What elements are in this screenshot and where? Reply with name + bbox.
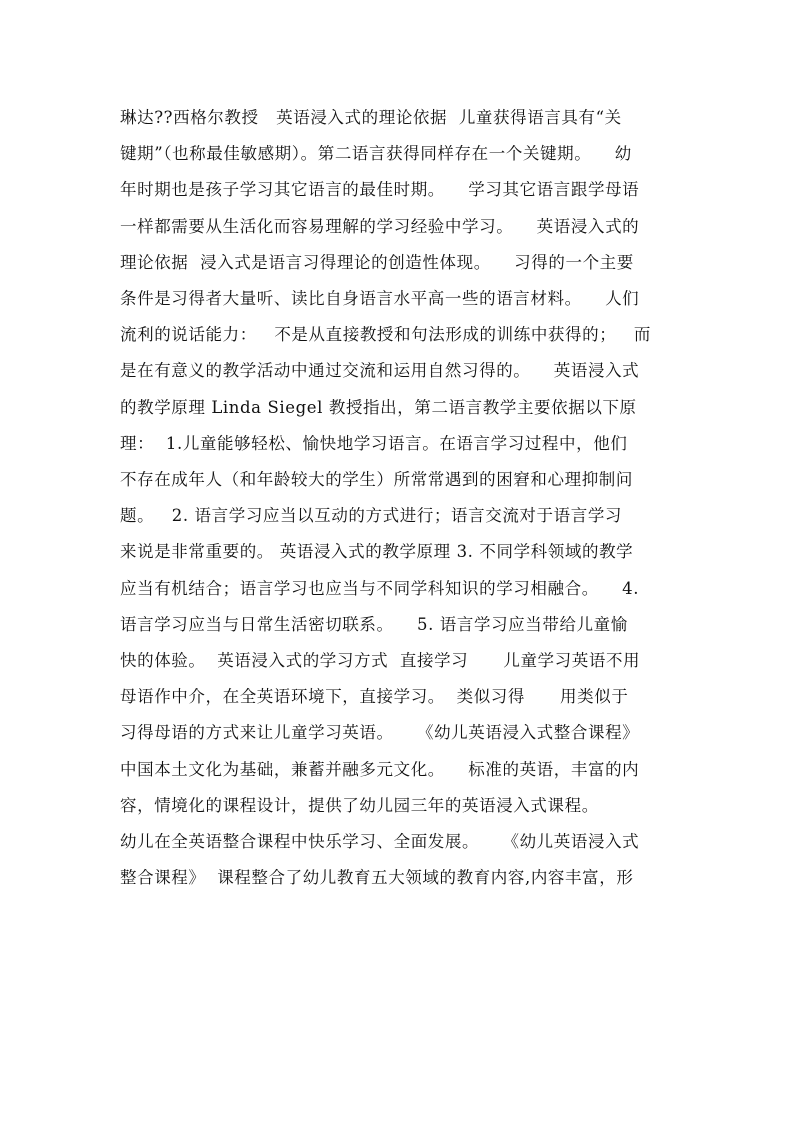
text-line: 整合课程》 课程整合了幼儿教育五大领域的教育内容,内容丰富，形: [120, 868, 634, 888]
text-line: 键期”（也称最佳敏感期）。第二语言获得同样存在一个关键期。 幼: [120, 144, 632, 164]
text-line: 流利的说话能力： 不是从直接教授和句法形成的训练中获得的； 而: [120, 325, 651, 345]
text-line: 母语作中介，在全英语环境下，直接学习。 类似习得 用类似于: [120, 687, 629, 707]
text-line: 琳达??西格尔教授 英语浸入式的理论依据 儿童获得语言具有“关: [120, 108, 622, 127]
text-line: 条件是习得者大量听、读比自身语言水平高一些的语言材料。 人们: [120, 289, 640, 309]
text-line: 快的体验。 英语浸入式的学习方式 直接学习 儿童学习英语不用: [120, 651, 641, 671]
text-line: 幼儿在全英语整合课程中快乐学习、全面发展。 《幼儿英语浸入式: [120, 832, 640, 852]
text-line: 题。 2. 语言学习应当以互动的方式进行；语言交流对于语言学习: [120, 506, 623, 526]
text-line: 是在有意义的教学活动中通过交流和运用自然习得的。 英语浸入式: [120, 361, 640, 381]
text-line: 一样都需要从生活化而容易理解的学习经验中学习。 英语浸入式的: [120, 216, 640, 236]
text-line: 理论依据 浸入式是语言习得理论的创造性体现。 习得的一个主要: [120, 252, 634, 272]
text-line: 不存在成年人（和年龄较大的学生）所常常遇到的困窘和心理抑制问: [120, 470, 633, 490]
text-line: 年时期也是孩子学习其它语言的最佳时期。 学习其它语言跟学母语: [120, 180, 640, 200]
text-line: 的教学原理 Linda Siegel 教授指出，第二语言教学主要依据以下原: [120, 397, 637, 417]
text-line: 习得母语的方式来让儿童学习英语。 《幼儿英语浸入式整合课程》: [120, 723, 640, 743]
text-line: 中国本土文化为基础，兼蓄并融多元文化。 标准的英语，丰富的内: [120, 759, 640, 779]
text-line: 来说是非常重要的。 英语浸入式的教学原理 3. 不同学科领域的教学: [120, 542, 634, 562]
body-text: [120, 100, 686, 896]
text-line: 容，情境化的课程设计，提供了幼儿园三年的英语浸入式课程。: [120, 795, 599, 815]
text-line: 应当有机结合；语言学习也应当与不同学科知识的学习相融合。 4.: [120, 578, 640, 598]
text-line: 理： 1.儿童能够轻松、愉快地学习语言。在语言学习过程中，他们: [120, 433, 628, 453]
text-line: 语言学习应当与日常生活密切联系。 5. 语言学习应当带给儿童愉: [120, 614, 628, 634]
